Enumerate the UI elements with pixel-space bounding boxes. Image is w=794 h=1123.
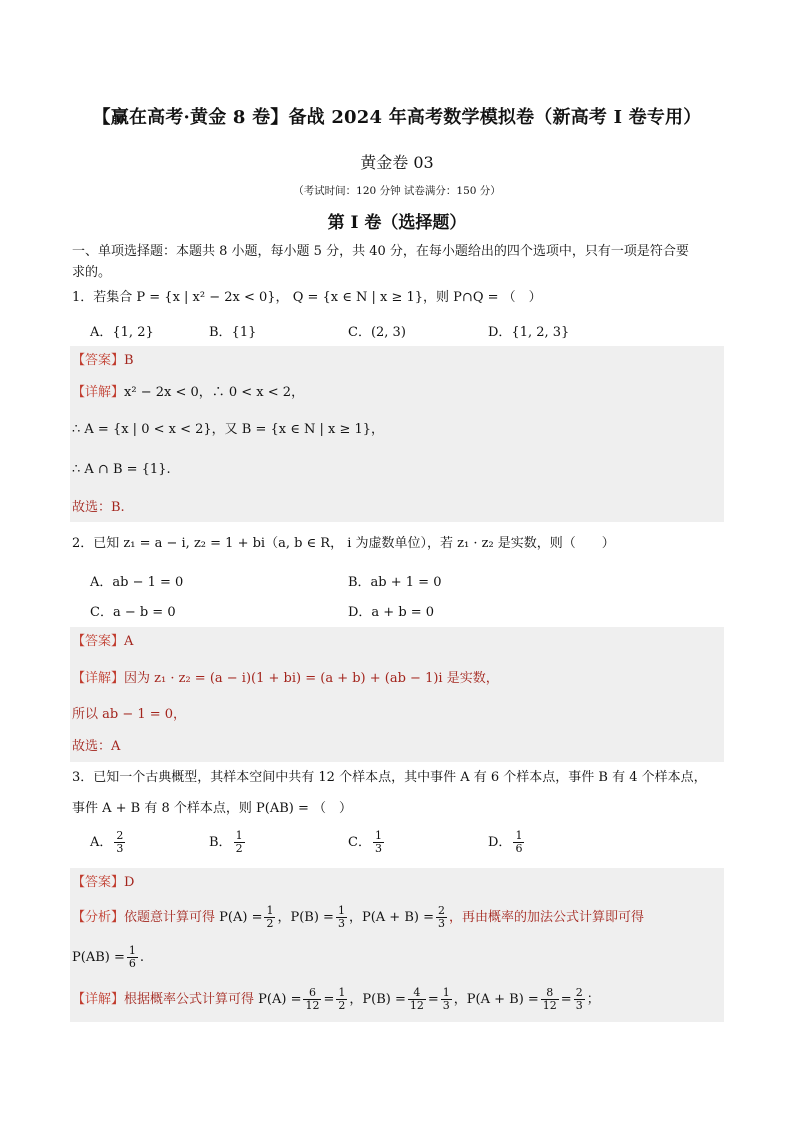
q2-answer — [72, 633, 133, 651]
q1-stem: 1．若集合 P = {x | x² − 2x < 0}， Q = {x ∈ N | x ≥ 1}，则 P∩Q = （ ） — [72, 290, 542, 305]
exam-info: （考试时间：120 分钟 试卷满分：150 分） — [293, 185, 501, 197]
math-expr: ，P(B) = — [349, 992, 406, 1007]
math-expr: ，P(A + B) = — [453, 992, 539, 1007]
answer-value: A — [124, 634, 134, 649]
q3-analysis — [72, 904, 644, 932]
fraction: $\frac{4}{12}$ — [409, 986, 424, 1012]
analysis-text: ，再由概率的加法公式计算即可得 — [448, 910, 644, 925]
option-label: B． — [209, 835, 232, 850]
instructions-line-2: 求的。 — [72, 265, 112, 280]
option-fraction: $\frac{1}{6}$ — [515, 829, 523, 855]
q3-option-c — [348, 830, 386, 855]
q1-choice: 故选：B. — [72, 500, 125, 515]
option-label: C． — [348, 835, 371, 850]
fraction: $\frac{6}{12}$ — [305, 986, 320, 1012]
math-expr: P(AB) = — [72, 950, 125, 965]
detail-tag: 【详解】 — [72, 992, 125, 1007]
q3-stem-2: 事件 A + B 有 8 个样本点，则 P(AB) = （ ） — [72, 801, 353, 816]
analysis-tag: 【分析】 — [72, 910, 125, 925]
q3-analysis-result: P(AB) = $\frac{1}{6}$ . — [72, 944, 144, 970]
math-expr: ，P(A + B) = — [348, 910, 434, 925]
q2-option-c: C．a − b = 0 — [90, 605, 176, 620]
q2-choice: 故选：A — [72, 739, 121, 754]
paper-subtitle: 黄金卷 03 — [360, 153, 434, 172]
q2-detail-1 — [72, 670, 499, 688]
answer-value: B — [124, 353, 134, 368]
analysis-text: 依题意计算可得 — [124, 910, 216, 925]
instructions-line-1: 一、单项选择题：本题共 8 小题，每小题 5 分，共 40 分，在每小题给出的四个选项中，只有一项是符合要 — [72, 244, 689, 259]
q3-detail: 【详解】根据概率公式计算可得 P(A) = $\frac{6}{12}$ = $\frac{1}{2}$ ，P(B) = $\frac{4}{12}$ = $\frac{1}{3}$ ，P(A + B) = $\frac{8}{12}$ = $\frac{2}{3}$ ； — [72, 986, 600, 1012]
detail-tag: 【详解】 — [72, 671, 125, 686]
fraction: $\frac{8}{12}$ — [542, 986, 557, 1012]
fraction: $\frac{1}{3}$ — [442, 986, 450, 1012]
fraction: $\frac{1}{6}$ — [128, 944, 136, 970]
q1-option-b: B．{1} — [209, 325, 257, 340]
q2-detail-2: 所以 ab − 1 = 0， — [72, 707, 187, 722]
q3-answer — [72, 874, 134, 892]
option-label: D． — [488, 835, 512, 850]
q1-option-c: C．(2, 3) — [348, 325, 406, 340]
q2-option-d: D．a + b = 0 — [348, 605, 435, 620]
detail-text: 因为 z₁ · z₂ = (a − i)(1 + bi) = (a + b) + (ab − 1)i 是实数， — [124, 671, 499, 686]
detail-text: 根据概率公式计算可得 — [124, 992, 255, 1007]
answer-tag: 【答案】 — [72, 875, 125, 890]
q3-option-d — [488, 830, 526, 855]
answer-value: D — [124, 875, 135, 890]
answer-tag: 【答案】 — [72, 634, 125, 649]
q2-option-a: A．ab − 1 = 0 — [90, 575, 184, 590]
q1-detail-1 — [72, 384, 304, 402]
math-expr: ，P(B) = — [277, 910, 334, 925]
q2-option-b: B．ab + 1 = 0 — [348, 575, 442, 590]
fraction: $\frac{2}{3}$ — [575, 986, 583, 1012]
option-fraction: $\frac{2}{3}$ — [116, 829, 124, 855]
fraction: $\frac{2}{3}$ — [437, 904, 445, 930]
q1-detail-3: ∴ A ∩ B = {1}. — [72, 462, 171, 477]
q3-stem-1: 3．已知一个古典概型，其样本空间中共有 12 个样本点，其中事件 A 有 6 个样本点，事件 B 有 4 个样本点， — [72, 770, 707, 785]
math-expr: P(A) = — [258, 992, 302, 1007]
q1-option-a: A．{1, 2} — [90, 325, 154, 340]
detail-tag: 【详解】 — [72, 385, 125, 400]
fraction: $\frac{1}{3}$ — [337, 904, 345, 930]
q3-option-b — [209, 830, 247, 855]
detail-text: x² − 2x < 0，∴ 0 < x < 2， — [124, 385, 305, 400]
option-label: A． — [90, 835, 113, 850]
q1-detail-2: ∴ A = {x | 0 < x < 2}，又 B = {x ∈ N | x ≥ 1}， — [72, 422, 385, 437]
q2-stem: 2．已知 z₁ = a − i, z₂ = 1 + bi（a, b ∈ R， i 为虚数单位），若 z₁ · z₂ 是实数，则（ ） — [72, 536, 615, 551]
q1-answer — [72, 352, 134, 370]
math-expr: P(A) = — [219, 910, 263, 925]
fraction: $\frac{1}{2}$ — [338, 986, 346, 1012]
document-title: 【赢在高考·黄金 8 卷】备战 2024 年高考数学模拟卷（新高考 I 卷专用） — [92, 107, 702, 128]
q2-solution-block — [70, 627, 724, 762]
section-title: 第 I 卷（选择题） — [327, 213, 467, 233]
answer-tag: 【答案】 — [72, 353, 125, 368]
option-fraction: $\frac{1}{2}$ — [235, 829, 243, 855]
option-fraction: $\frac{1}{3}$ — [374, 829, 382, 855]
q3-option-a — [90, 830, 127, 855]
q1-option-d: D．{1, 2, 3} — [488, 325, 570, 340]
fraction: $\frac{1}{2}$ — [266, 904, 274, 930]
